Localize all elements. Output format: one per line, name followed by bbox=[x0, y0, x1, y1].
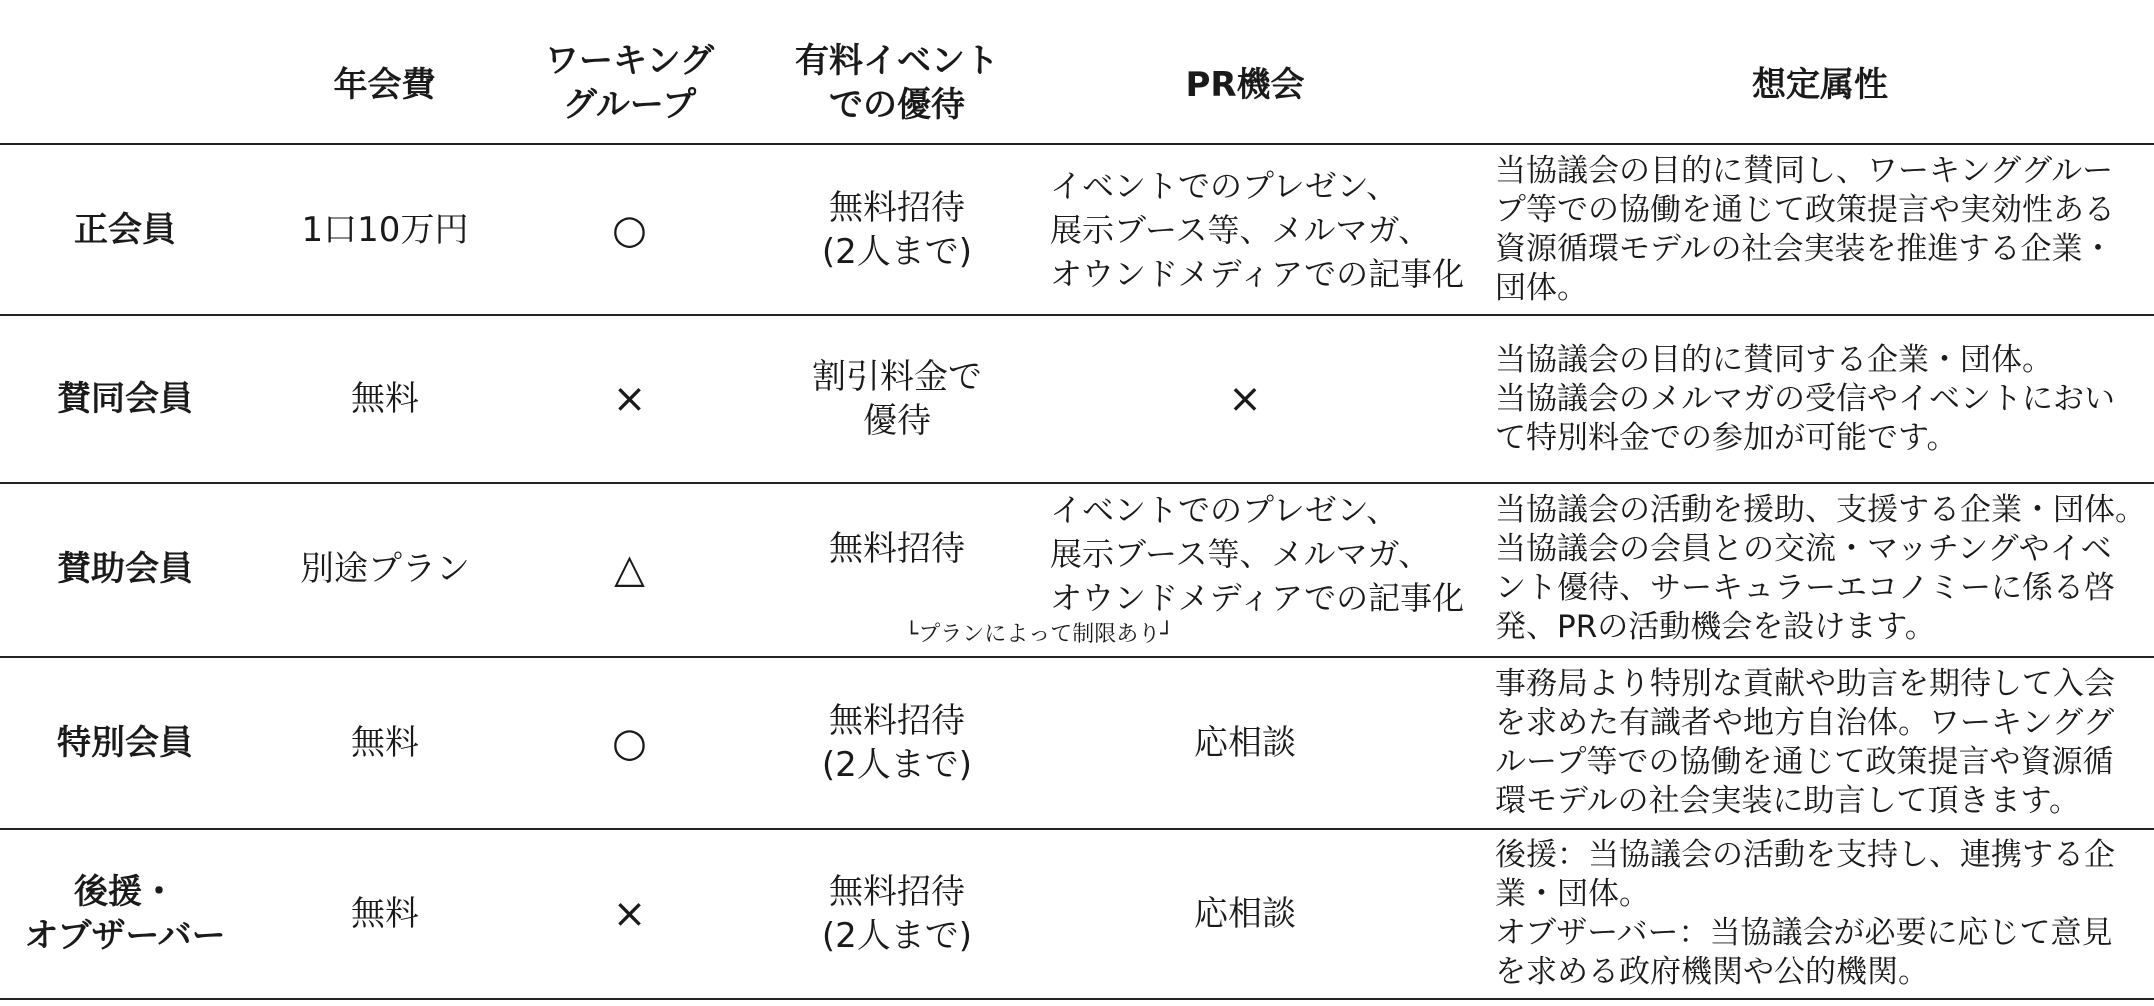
pr-cell: 応相談 bbox=[1194, 894, 1296, 934]
event-benefit-cell: 無料招待 (2人まで) bbox=[821, 188, 973, 272]
header-pr: PR機会 bbox=[1185, 65, 1305, 105]
pr-cell: イベントでのプレゼン、 展示ブース等、メルマガ、 オウンドメディアでの記事化 bbox=[1050, 167, 1465, 293]
attribute-cell: 当協議会の目的に賛同する企業・団体。 当協議会のメルマガの受信やイベントにおい て特別料金での参加が可能です。 bbox=[1495, 341, 2115, 456]
event-benefit-cell: 割引料金で 優待 bbox=[812, 357, 982, 441]
attribute-cell: 事務局より特別な貢献や助言を期待して入会 を求めた有識者や地方自治体。ワーキンググ ループ等での協働を通じて政策提言や資源循 環モデルの社会実装に助言して頂きます。 bbox=[1495, 666, 2115, 819]
pr-cell: イベントでのプレゼン、 展示ブース等、メルマガ、 オウンドメディアでの記事化 bbox=[1050, 491, 1465, 617]
event-benefit-cell: 無料招待 bbox=[829, 529, 965, 569]
fee-cell: 別途プラン bbox=[300, 549, 470, 589]
attribute-cell: 後援：当協議会の活動を支持し、連携する企 業・団体。 オブザーバー：当協議会が必要に応じて意見 を求める政府機関や公的機関。 bbox=[1495, 837, 2115, 990]
event-benefit-cell: 無料招待 (2人まで) bbox=[821, 872, 973, 956]
working-group-cross-icon: × bbox=[612, 376, 647, 422]
event-benefit-cell: 無料招待 (2人まで) bbox=[821, 701, 973, 785]
fee-cell: 無料 bbox=[351, 894, 419, 934]
attribute-cell: 当協議会の目的に賛同し、ワーキンググルー プ等での協働を通じて政策提言や実効性ある 資源循環モデルの社会実装を推進する企業・ 団体。 bbox=[1495, 153, 2115, 306]
header-fee: 年会費 bbox=[333, 65, 436, 105]
working-group-circle-icon: ○ bbox=[612, 720, 647, 766]
header-working-group: ワーキング グループ bbox=[545, 41, 714, 125]
pr-cell: 応相談 bbox=[1194, 723, 1296, 763]
working-group-cross-icon: × bbox=[612, 891, 647, 937]
attribute-cell: 当協議会の活動を援助、支援する企業・団体。 当協議会の会員との交流・マッチングやイベ ント優待、サーキュラーエコノミーに係る啓 発、PRの活動機会を設けます。 bbox=[1495, 492, 2146, 645]
header-attribute: 想定属性 bbox=[1752, 65, 1888, 105]
row-label: 賛同会員 bbox=[57, 379, 193, 419]
fee-cell: 無料 bbox=[351, 379, 419, 419]
row-label: 後援・ オブザーバー bbox=[24, 872, 226, 956]
row-label: 正会員 bbox=[74, 210, 176, 250]
working-group-triangle-icon: △ bbox=[614, 546, 645, 592]
row-label: 特別会員 bbox=[57, 723, 193, 763]
table-bottom-rule bbox=[0, 998, 2154, 1000]
pr-cross-icon: × bbox=[1228, 376, 1262, 422]
working-group-circle-icon: ○ bbox=[612, 207, 647, 253]
plan-limit-note: └プランによって制限あり┘ bbox=[905, 622, 1174, 647]
fee-cell: 1口10万円 bbox=[301, 210, 469, 250]
row-label: 賛助会員 bbox=[57, 549, 193, 589]
header-event-benefit: 有料イベント での優待 bbox=[795, 41, 999, 125]
fee-cell: 無料 bbox=[351, 723, 419, 763]
